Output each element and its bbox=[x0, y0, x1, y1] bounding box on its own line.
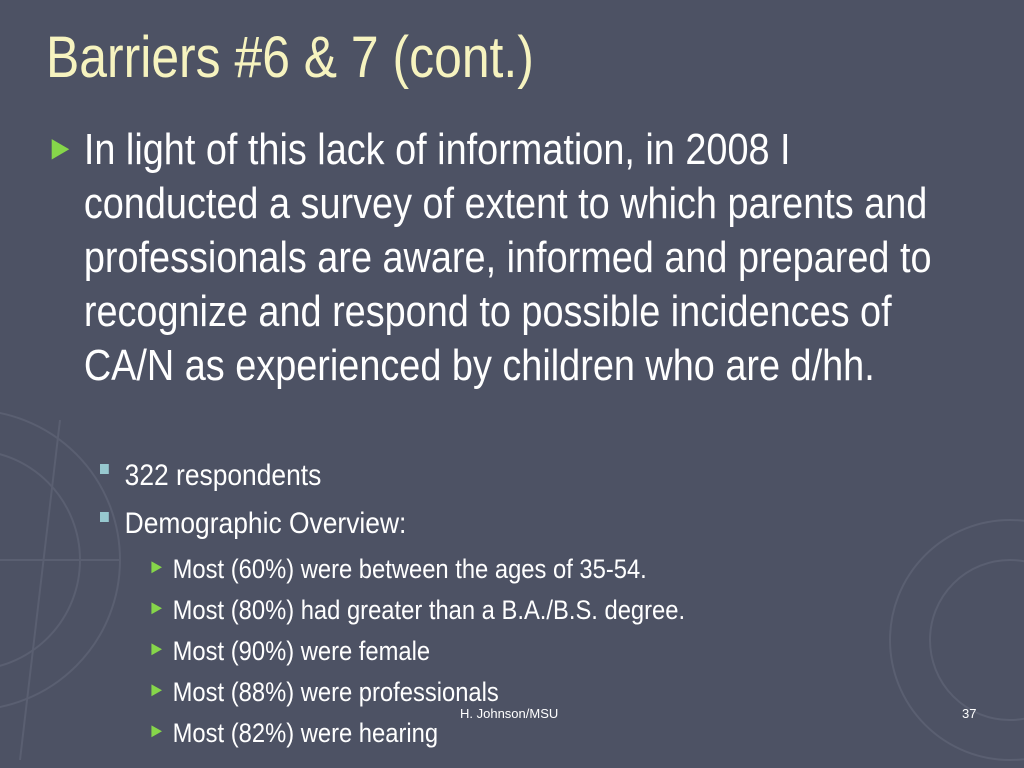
triangle-bullet-icon: ► bbox=[46, 129, 75, 167]
sub-bullet-text: 322 respondents bbox=[124, 459, 322, 492]
demographic-item-text: Most (90%) were female bbox=[172, 636, 431, 666]
triangle-bullet-icon: ► bbox=[148, 679, 166, 701]
demographic-item-text: Most (88%) were professionals bbox=[172, 677, 499, 707]
footer-author: H. Johnson/MSU bbox=[460, 706, 559, 721]
triangle-bullet-icon: ► bbox=[148, 720, 166, 742]
main-bullet bbox=[46, 123, 958, 393]
demographic-item-text: Most (80%) had greater than a B.A./B.S. degree. bbox=[172, 595, 686, 625]
demographic-item-text: Most (60%) were between the ages of 35-54. bbox=[172, 554, 647, 584]
slide-title: Barriers #6 & 7 (cont.) bbox=[46, 25, 534, 90]
triangle-bullet-icon: ► bbox=[148, 556, 166, 578]
triangle-bullet-icon: ► bbox=[148, 638, 166, 660]
square-bullet-icon bbox=[100, 464, 109, 474]
sub-bullet-text: Demographic Overview: bbox=[124, 507, 407, 540]
square-bullet-icon bbox=[100, 512, 109, 522]
triangle-bullet-icon: ► bbox=[148, 597, 166, 619]
main-bullet-text: In light of this lack of information, in 2008 I conducted a survey of extent to which parents and professionals are aware, informed and prepared to recognize and respond to possible incidences of CA/N as experienced by children who are d/hh. bbox=[83, 125, 932, 390]
slide-number: 37 bbox=[962, 706, 977, 721]
demographic-item-text: Most (82%) were hearing bbox=[172, 718, 439, 748]
